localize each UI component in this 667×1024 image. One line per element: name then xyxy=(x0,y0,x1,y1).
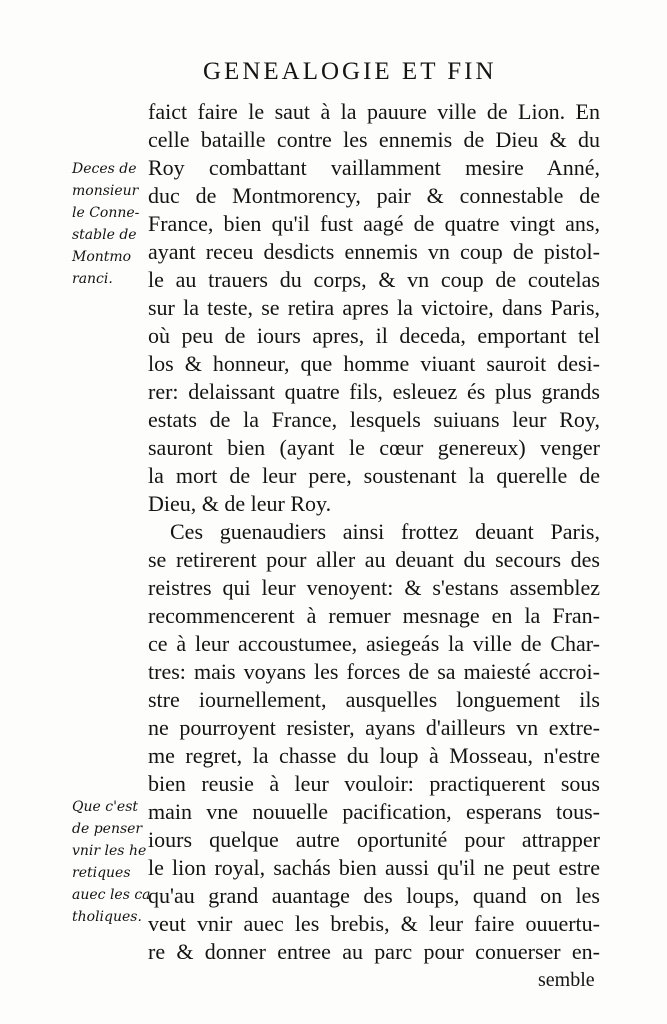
margin-note-line: vnir les he xyxy=(72,843,147,859)
body-text-line: iours quelque autre oportunité pour attrapper xyxy=(148,827,600,852)
body-text-line: rer: delaissant quatre fils, esleuez és plus grands xyxy=(148,379,600,404)
body-text-line: ce à leur accoustumee, asiegeás la ville de Char- xyxy=(148,631,600,656)
body-text-line: sauront bien (ayant le cœur genereux) venger xyxy=(148,435,600,460)
body-text-line: qu'au grand auantage des loups, quand on les xyxy=(148,883,600,908)
body-text-line: main vne nouuelle pacification, esperans tous- xyxy=(148,799,600,824)
body-text-line: tres: mais voyans les forces de sa maiesté accroi- xyxy=(148,659,600,684)
margin-note-heretics xyxy=(72,796,151,928)
margin-note-line: retiques xyxy=(72,865,131,881)
margin-note-line: Que c'est xyxy=(72,799,139,815)
body-text-line: re & donner entree au parc pour conuerser en- xyxy=(148,939,600,964)
body-text-line: stre iournellement, ausquelles longuement ils xyxy=(148,687,600,712)
margin-note-line: ranci. xyxy=(72,271,113,287)
body-text-line: où peu de iours apres, il deceda, emportant tel xyxy=(148,323,600,348)
margin-note-constable-death xyxy=(72,158,144,290)
body-text-line: le au trauers du corps, & vn coup de coutelas xyxy=(148,267,600,292)
body-text-line: duc de Montmorency, pair & connestable de xyxy=(148,183,600,208)
body-text-line: sur la teste, se retira apres la victoire, dans Paris, xyxy=(148,295,600,320)
body-text-line: le lion royal, sachás bien aussi qu'il ne peut estre xyxy=(148,855,600,880)
running-head: GENEALOGIE ET FIN xyxy=(203,58,497,85)
margin-note-line: tholiques. xyxy=(72,909,142,925)
body-text-line: los & honneur, que homme viuant sauroit desi- xyxy=(148,351,600,376)
body-text-line: me regret, la chasse du loup à Mosseau, n'estre xyxy=(148,743,600,768)
margin-note-line: monsieur xyxy=(72,183,139,199)
body-text-line: Ces guenaudiers ainsi frottez deuant Paris, xyxy=(170,519,600,544)
body-text-line: bien reusie à leur vouloir: practiquerent sous xyxy=(148,771,600,796)
margin-note-line: le Conne- xyxy=(72,205,140,221)
margin-note-line: Deces de xyxy=(72,161,137,177)
margin-note-line: auec les ca xyxy=(72,887,151,903)
body-text-line: Dieu, & de leur Roy. xyxy=(148,491,332,516)
margin-note-line: de penser xyxy=(72,821,143,837)
body-text-line: ne pourroyent resister, ayans d'ailleurs vn extre- xyxy=(148,715,600,740)
margin-note-line: Montmo xyxy=(72,249,132,265)
body-text-line: reistres qui leur venoyent: & s'estans assemblez xyxy=(148,575,600,600)
body-text-line: Roy combattant vaillamment mesire Anné, xyxy=(148,155,600,180)
body-text-line: France, bien qu'il fust aagé de quatre vingt ans, xyxy=(148,211,600,236)
body-text-line: estats de la France, lesquels suiuans leur Roy, xyxy=(148,407,600,432)
body-text-line: celle bataille contre les ennemis de Dieu & du xyxy=(148,127,600,152)
body-text-line: veut vnir auec les brebis, & leur faire ouuertu- xyxy=(148,911,600,936)
body-text-line: faict faire le saut à la pauure ville de Lion. En xyxy=(148,99,600,124)
body-text-line: la mort de leur pere, soustenant la querelle de xyxy=(148,463,600,488)
catchword: semble xyxy=(538,969,595,991)
body-text-line: recommencerent à remuer mesnage en la Fran- xyxy=(148,603,600,628)
body-text-line: ayant receu desdicts ennemis vn coup de pistol- xyxy=(148,239,600,264)
margin-note-line: stable de xyxy=(72,227,137,243)
body-text-line: se retirerent pour aller au deuant du secours des xyxy=(148,547,600,572)
